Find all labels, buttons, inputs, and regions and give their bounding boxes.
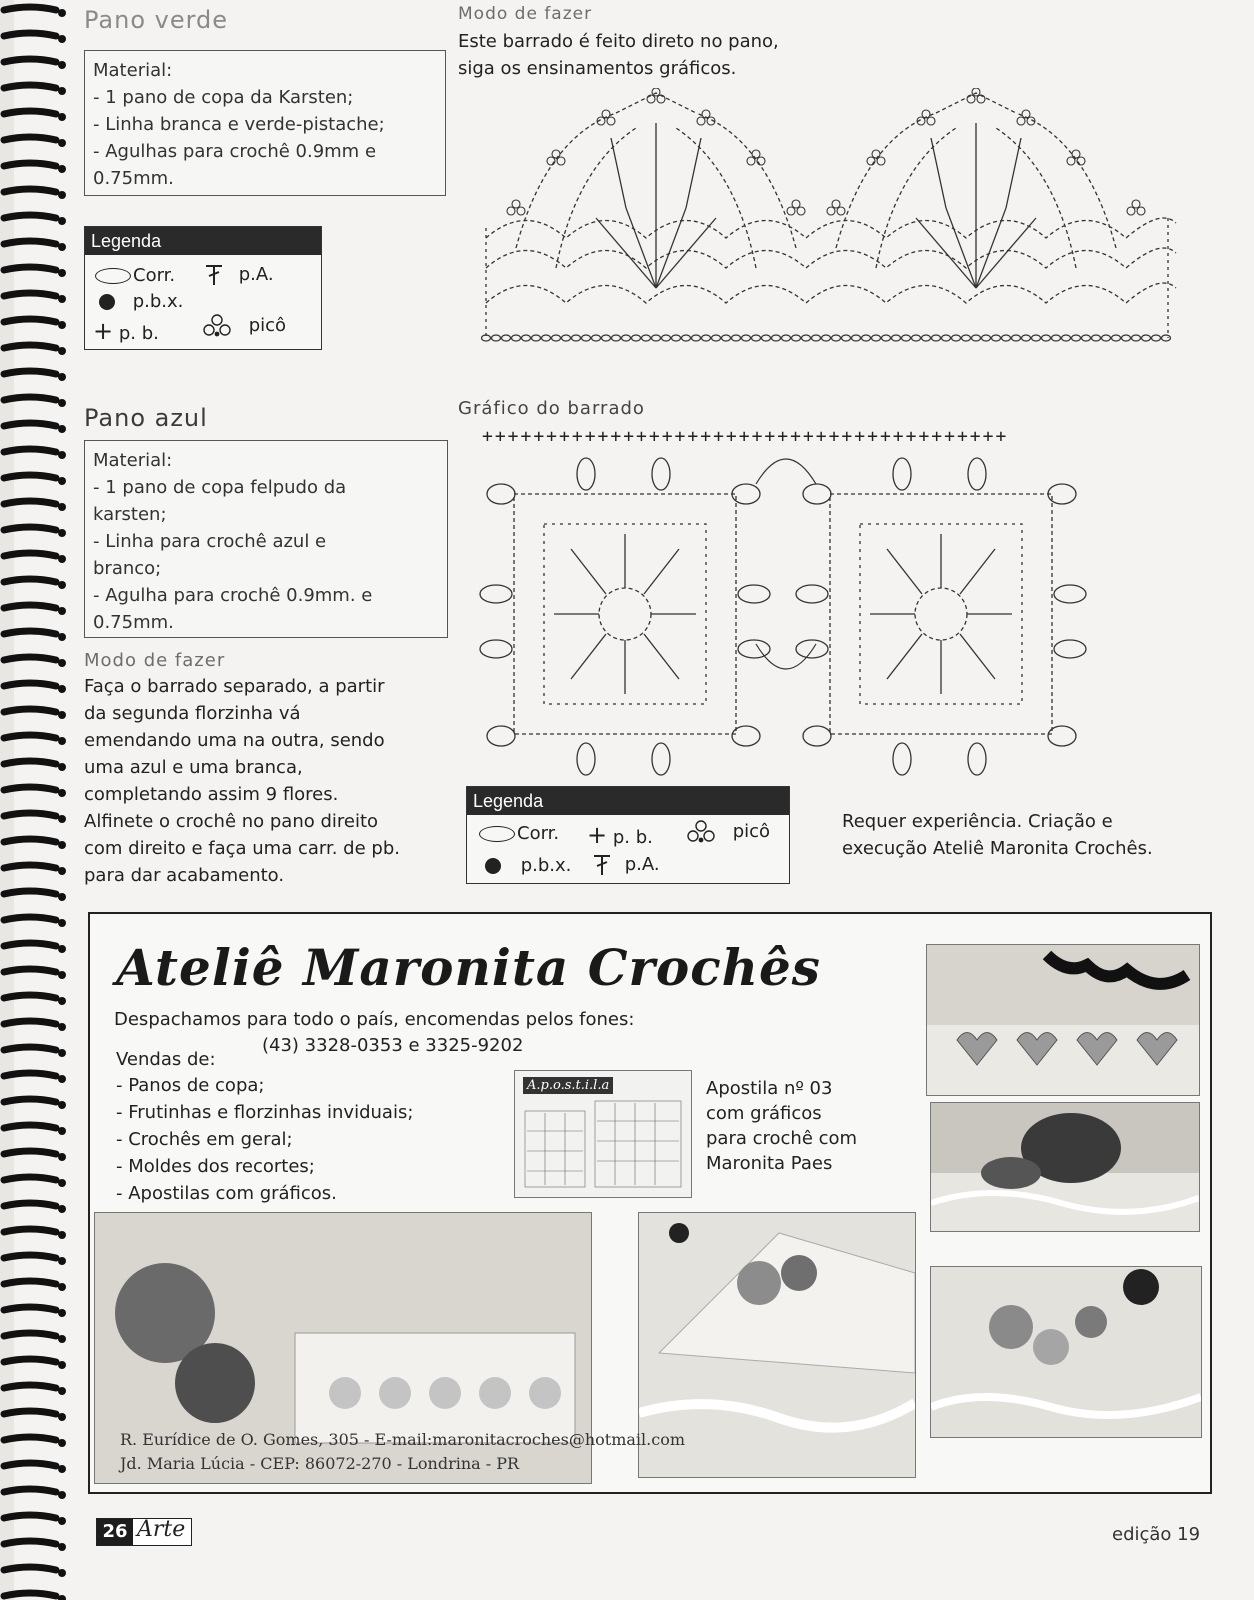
modo-fazer-verde-title: Modo de fazer	[458, 4, 593, 24]
apostila-cover-label: A.p.o.s.t.i.l.a	[523, 1077, 613, 1094]
ad-sales-title: Vendas de:	[116, 1049, 216, 1070]
grafico-barrado-title: Gráfico do barrado	[458, 398, 645, 419]
legend-item-pico: picô	[685, 819, 770, 845]
single-crochet-cross-icon: +	[587, 821, 608, 849]
page-badge	[96, 1518, 192, 1546]
slip-stitch-dot-icon	[99, 294, 115, 310]
product-photo-roses	[930, 1266, 1202, 1438]
legend-item-pb: + p. b.	[93, 317, 159, 345]
list-item: - Moldes dos recortes;	[116, 1156, 315, 1177]
material-line: Material:	[93, 60, 173, 81]
picot-icon	[201, 313, 233, 339]
ad-address: R. Eurídice de O. Gomes, 305 - E-mail:maronitacroches@hotmail.com Jd. Maria Lúcia - CEP: 86072-270 - Londrina - PR	[120, 1430, 685, 1473]
slip-stitch-dot-icon	[485, 858, 501, 874]
list-item: - Apostilas com gráficos.	[116, 1183, 337, 1204]
page-number: 26	[97, 1519, 133, 1545]
legend-item-corr: Corr.	[95, 265, 175, 286]
list-item: - Crochês em geral;	[116, 1129, 293, 1150]
apostila-pattern-graphic	[515, 1071, 691, 1197]
picot-icon	[685, 819, 717, 845]
material-line: - Linha para crochê azul e	[93, 531, 327, 552]
product-photo-fruit	[930, 1102, 1200, 1232]
legend-item-pa: p.A.	[591, 853, 660, 877]
legend-header: Legenda	[85, 227, 321, 255]
apostila-cover-image	[514, 1070, 692, 1198]
pano-azul-material-box	[84, 440, 448, 638]
legend-item-pb: + p. b.	[587, 821, 653, 849]
crochet-border-diagram	[456, 88, 1206, 358]
ad-title: Ateliê Maronita Crochês	[116, 938, 821, 997]
pano-verde-material-box	[84, 50, 446, 196]
credit-text: Requer experiência. Criação e execução Ateliê Maronita Crochês.	[842, 811, 1153, 859]
material-line: 0.75mm.	[93, 612, 174, 633]
material-line: branco;	[93, 558, 162, 579]
chain-oval-icon	[479, 826, 515, 842]
material-line: - Linha branca e verde-pistache;	[93, 114, 385, 135]
legend-box-1	[84, 226, 322, 350]
pano-verde-title: Pano verde	[84, 6, 229, 34]
ad-shipping-text: Despachamos para todo o país, encomendas pelos fones:	[114, 1009, 635, 1030]
modo-fazer-verde-text: Este barrado é feito direto no pano, siga os ensinamentos gráficos.	[458, 31, 779, 79]
legend-item-pa: p.A.	[203, 263, 274, 287]
material-line: - 1 pano de copa felpudo da	[93, 477, 347, 498]
list-item: - Frutinhas e florzinhas inviduais;	[116, 1102, 414, 1123]
double-crochet-icon	[591, 853, 613, 877]
ad-phones: (43) 3328-0353 e 3325-9202	[262, 1035, 524, 1056]
chain-oval-icon	[95, 268, 131, 284]
list-item: - Panos de copa;	[116, 1075, 265, 1096]
atelie-advertisement	[88, 912, 1212, 1494]
legend-item-pbx: p.b.x.	[99, 291, 183, 312]
svg-text:++++++++++++++++++++++++++++++: +++++++++++++++++++++++++++++++++++++++++	[482, 426, 1009, 447]
material-line: 0.75mm.	[93, 168, 174, 189]
pano-azul-title: Pano azul	[84, 404, 208, 432]
ad-sales-list	[116, 1072, 413, 1207]
modo-fazer-azul-text: Faça o barrado separado, a partir da segunda florzinha vá emendando uma na outra, sendo uma azul e uma branca, completando assim 9 flores. Alfinete o crochê no pano direito com direito e faça uma carr. de pb. para dar acabamento.	[84, 676, 400, 886]
legend-item-pbx: p.b.x.	[485, 855, 571, 876]
product-photo-hearts	[926, 944, 1200, 1096]
single-crochet-cross-icon: +	[93, 317, 114, 345]
spiral-binding	[0, 0, 80, 1600]
material-line: - 1 pano de copa da Karsten;	[93, 87, 354, 108]
legend-item-pico: picô	[201, 313, 286, 339]
legend-header: Legenda	[467, 787, 789, 815]
material-line: - Agulhas para crochê 0.9mm e	[93, 141, 377, 162]
apostila-text: Apostila nº 03 com gráficos para crochê com Maronita Paes	[706, 1078, 858, 1174]
double-crochet-icon	[203, 263, 225, 287]
legend-item-corr: Corr.	[479, 823, 559, 844]
magazine-logo: Arte	[137, 1517, 186, 1542]
legend-box-2	[466, 786, 790, 884]
flower-square-diagram	[456, 424, 1136, 784]
edition-label: edição 19	[1112, 1524, 1201, 1545]
modo-fazer-azul-title: Modo de fazer	[84, 650, 226, 671]
material-line: Material:	[93, 450, 173, 471]
material-line: - Agulha para crochê 0.9mm. e	[93, 585, 373, 606]
material-line: karsten;	[93, 504, 167, 525]
